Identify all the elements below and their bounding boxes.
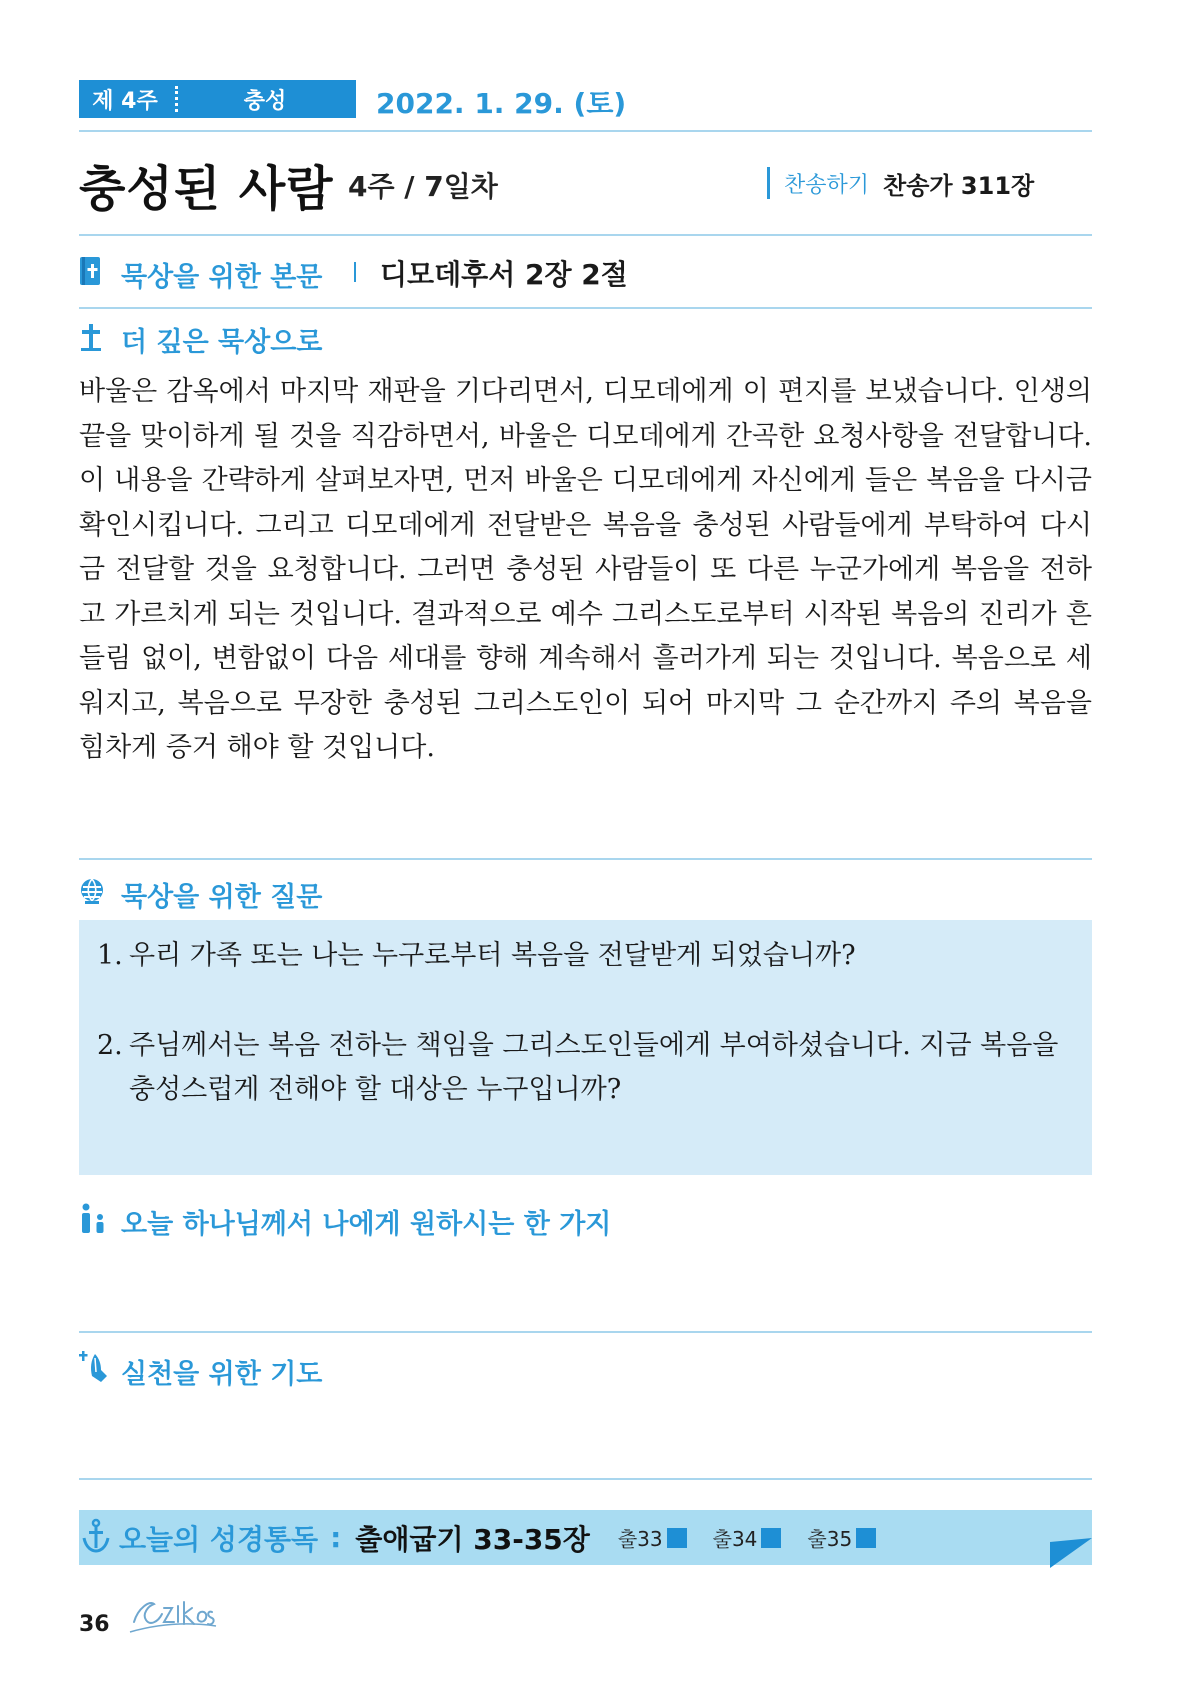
reading-label: 오늘의 성경통독: [119, 1522, 319, 1556]
week-label: 제 4주: [92, 88, 158, 114]
week-theme-tag: [79, 80, 356, 118]
hymn-label: 찬송하기: [784, 172, 870, 198]
divider: [79, 858, 1092, 860]
checkbox[interactable]: [856, 1528, 876, 1548]
passage-divider: [354, 262, 356, 282]
questions-box: [79, 920, 1092, 1175]
page-title: 충성된 사람: [79, 161, 334, 217]
tag-divider: [175, 86, 184, 112]
passage-reference: 디모데후서 2장 2절: [380, 258, 628, 291]
question-number: 1.: [97, 940, 123, 971]
globe-icon: [79, 877, 105, 909]
logo: [128, 1592, 218, 1644]
hymn-divider: [767, 167, 770, 199]
praying-hands-icon: [79, 1350, 109, 1388]
hymn-value: 찬송가 311장: [883, 171, 1035, 200]
reading-colon: :: [330, 1521, 342, 1554]
divider: [79, 307, 1092, 309]
reading-check-label: 출33: [617, 1527, 663, 1551]
divider: [79, 234, 1092, 236]
reading-bar: [79, 1510, 1092, 1565]
divider: [79, 1478, 1092, 1480]
reading-range: 출애굽기 33-35장: [355, 1522, 590, 1556]
anchor-icon: [82, 1518, 110, 1558]
day-info: 4주 / 7일차: [348, 170, 498, 203]
people-icon: [79, 1203, 107, 1239]
theme-label: 충성: [243, 88, 287, 114]
cross-icon: [79, 322, 103, 356]
passage-label: 묵상을 위한 본문: [121, 262, 323, 293]
prayer-label: 실천을 위한 기도: [121, 1359, 323, 1390]
question-text: 우리 가족 또는 나는 누구로부터 복음을 전달받게 되었습니까?: [129, 940, 856, 971]
question-number: 2.: [97, 1030, 123, 1061]
meditation-body: 바울은 감옥에서 마지막 재판을 기다리면서, 디모데에게 이 편지를 보냈습니다. 인생의 끝을 맞이하게 될 것을 직감하면서, 바울은 디모데에게 간곡한 요청사항을 전달합니다. 이 내용을 간략하게 살펴보자면, 먼저 바울은 디모데에게 자신에게 들은 복음을 다시금 확인시킵니다. 그리고 디모데에게 전달받은 복음을 충성된 사람들에게 부탁하여 다시금 전달할 것을 요청합니다. 그러면 충성된 사람들이 또 다른 누군가에게 복음을 전하고 가르치게 되는 것입니다. 결과적으로 예수 그리스도로부터 시작된 복음의 진리가 흔들림 없이, 변함없이 다음 세대를 향해 계속해서 흘러가게 되는 것입니다. 복음으로 세워지고, 복음으로 무장한 충성된 그리스도인이 되어 마지막 그 순간까지 주의 복음을 힘차게 증거 해야 할 것입니다.: [79, 376, 1092, 763]
corner-flag-icon: [1050, 1538, 1092, 1572]
bible-icon: [79, 255, 101, 291]
divider: [79, 130, 1092, 132]
question-text: 주님께서는 복음 전하는 책임을 그리스도인들에게 부여하셨습니다. 지금 복음을 충성스럽게 전해야 할 대상은 누구입니까?: [129, 1030, 1059, 1105]
date-label: 2022. 1. 29. (토): [376, 87, 627, 120]
one-thing-label: 오늘 하나님께서 나에게 원하시는 한 가지: [121, 1209, 612, 1240]
checkbox[interactable]: [761, 1528, 781, 1548]
reading-check[interactable]: [807, 1523, 876, 1552]
reading-check-label: 출34: [712, 1527, 758, 1551]
divider: [79, 1331, 1092, 1333]
questions-label: 묵상을 위한 질문: [121, 882, 323, 913]
page-number: 36: [79, 1612, 110, 1637]
question-item: [97, 934, 1072, 978]
meditation-label: 더 깊은 묵상으로: [121, 327, 323, 358]
reading-check[interactable]: [713, 1523, 782, 1552]
hymn-info: [767, 166, 1034, 200]
reading-check-label: 출35: [807, 1527, 853, 1551]
question-item: [97, 1024, 1072, 1112]
checkbox[interactable]: [667, 1528, 687, 1548]
reading-check[interactable]: [618, 1523, 687, 1552]
